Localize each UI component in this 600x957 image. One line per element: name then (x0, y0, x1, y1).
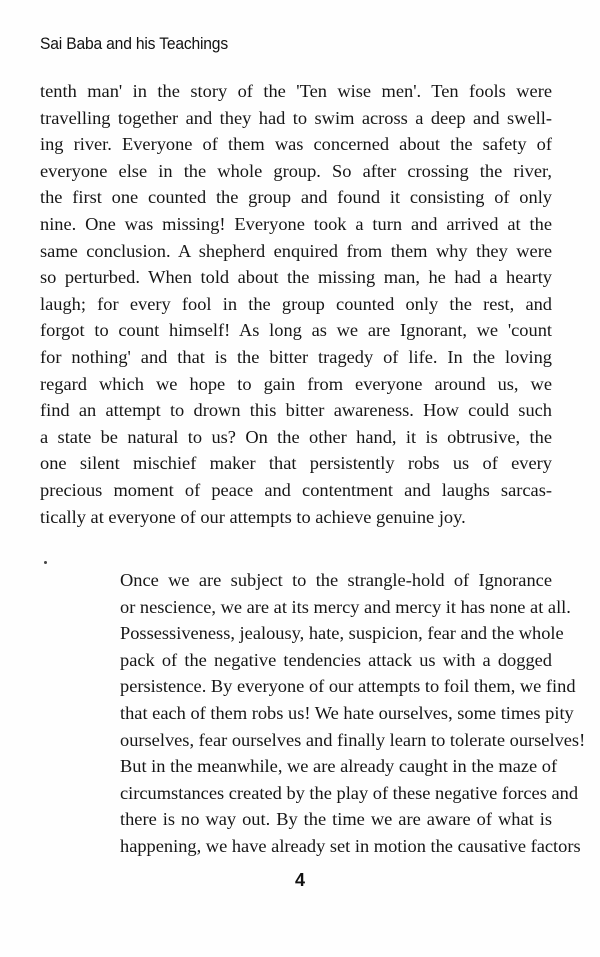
page-number: 4 (294, 870, 305, 890)
paragraph-2 (40, 567, 586, 860)
paragraph-1-line: so perturbed. When told about the missing man, he had a hearty (40, 267, 552, 288)
paragraph-1-line: regard which we hope to gain from everyone around us, we (40, 373, 552, 394)
paragraph-1-line: same conclusion. A shepherd enquired from them why they were (40, 240, 552, 261)
paragraph-1-line: ing river. Everyone of them was concerned about the safety of (40, 134, 552, 155)
paragraph-2-line: But in the meanwhile, we are already caught in the maze of (120, 756, 558, 777)
paragraph-1-line: the first one counted the group and found it consisting of only (40, 187, 552, 208)
paragraph-1-line: laugh; for every fool in the group counted only the rest, and (40, 293, 552, 314)
paragraph-1-line: a state be natural to us? On the other hand, it is obtrusive, the (40, 426, 552, 447)
paragraph-1-line: one silent mischief maker that persistently robs us of every (40, 453, 552, 474)
paragraph-2-line: ourselves, fear ourselves and finally learn to tolerate ourselves! (120, 729, 586, 750)
paragraph-2-line: circumstances created by the play of these negative forces and (120, 782, 579, 803)
paragraph-1-line: tenth man' in the story of the 'Ten wise men'. Ten fools were (40, 81, 552, 101)
paragraph-2-line: happening, we have already set in motion the causative factors (120, 835, 581, 856)
paragraph-1-line: everyone else in the whole group. So after crossing the river, (40, 160, 552, 181)
paragraph-1-line: travelling together and they had to swim across a deep and swell- (40, 107, 552, 128)
paragraph-1-line: find an attempt to drown this bitter awareness. How could such (40, 400, 552, 421)
paragraph-2-line: Once we are subject to the strangle-hold of Ignorance (120, 570, 552, 590)
paragraph-2-line: that each of them robs us! We hate ourselves, some times pity (120, 702, 574, 723)
paragraph-2-line: pack of the negative tendencies attack us with a dogged (120, 649, 552, 670)
paragraph-2-line: Possessiveness, jealousy, hate, suspicion, fear and the whole (120, 623, 564, 644)
paragraph-1-line: forgot to count himself! As long as we are Ignorant, we 'count (40, 320, 552, 341)
paragraph-2-line: or nescience, we are at its mercy and mercy it has none at all. (120, 596, 571, 617)
paragraph-2-line: persistence. By everyone of our attempts to foil them, we find (120, 676, 576, 697)
paragraph-1-line: precious moment of peace and contentment and laughs sarcas- (40, 479, 552, 500)
paragraph-1-line: nine. One was missing! Everyone took a turn and arrived at the (40, 213, 552, 234)
ink-speck (44, 561, 47, 564)
paragraph-2-line: there is no way out. By the time we are aware of what is (120, 809, 552, 830)
running-head: Sai Baba and his Teachings (40, 34, 228, 53)
paragraph-1 (40, 78, 552, 530)
paragraph-1-line: tically at everyone of our attempts to achieve genuine joy. (40, 506, 466, 527)
paragraph-1-line: for nothing' and that is the bitter tragedy of life. In the loving (40, 346, 552, 367)
